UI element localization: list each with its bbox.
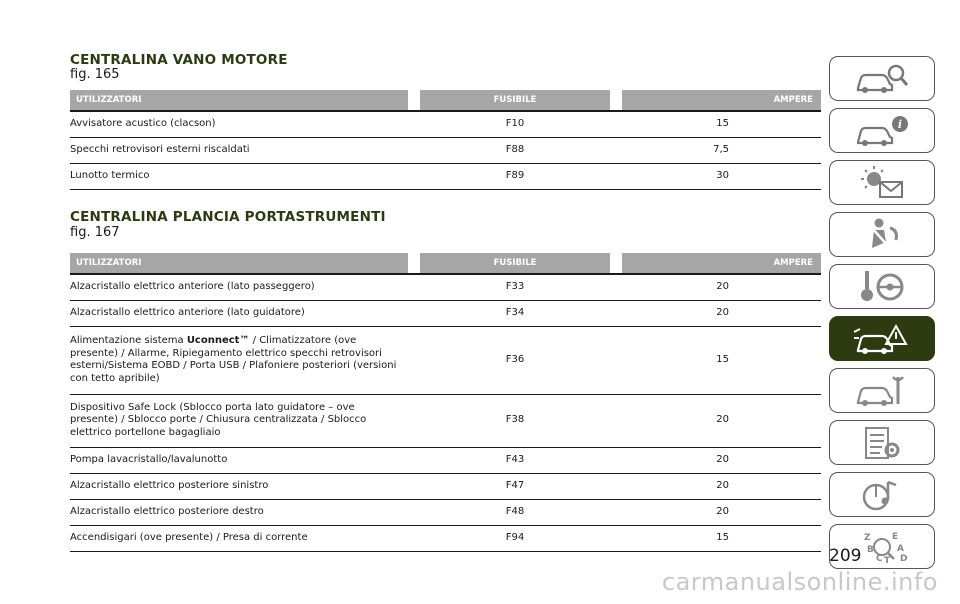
cell-fuse: F94 — [420, 525, 610, 551]
cell-ampere: 20 — [622, 394, 821, 447]
cell-user-text: Alimentazione sistema — [70, 335, 187, 346]
page-number: 209 — [829, 546, 862, 566]
table-header-row — [70, 90, 821, 111]
table-row — [70, 394, 821, 447]
tab-warning-lights[interactable] — [829, 160, 935, 205]
cell-user: Avvisatore acustico (clacson) — [70, 111, 408, 137]
column-header-fuse: FUSIBILE — [420, 253, 610, 274]
warning-lights-message-icon — [852, 164, 912, 202]
tab-safety[interactable] — [829, 212, 935, 257]
cell-user: Alzacristallo elettrico anteriore (lato guidatore) — [70, 300, 408, 326]
cell-fuse: F89 — [420, 163, 610, 189]
cell-fuse: F10 — [420, 111, 610, 137]
column-header-users: UTILIZZATORI — [70, 90, 408, 111]
cell-user: Dispositivo Safe Lock (Sblocco porta lato guidatore – ove presente) / Sblocco porte / Chiusura centralizzata / Sblocco elettrico portellone bagagliaio — [70, 394, 408, 447]
cell-user: Lunotto termico — [70, 163, 408, 189]
table-row — [70, 137, 821, 163]
cell-fuse: F33 — [420, 274, 610, 300]
figure-reference: fig. 167 — [70, 225, 120, 240]
dashboard-fuse-table — [70, 253, 821, 552]
svg-text:i: i — [897, 117, 903, 131]
cell-ampere: 30 — [622, 163, 821, 189]
specs-list-gear-icon — [852, 424, 912, 462]
section-title-dashboard-fusebox: CENTRALINA PLANCIA PORTASTRUMENTI — [70, 209, 386, 225]
column-header-ampere: AMPERE — [622, 90, 821, 111]
cell-user: Specchi retrovisori esterni riscaldati — [70, 137, 408, 163]
table-row — [70, 499, 821, 525]
index-letter: A — [897, 543, 904, 554]
index-letter: E — [892, 531, 899, 542]
key-steering-wheel-icon — [852, 268, 912, 306]
table-row — [70, 326, 821, 394]
cell-ampere: 15 — [622, 525, 821, 551]
seatbelt-airbag-icon — [852, 216, 912, 254]
car-tools-icon — [852, 372, 912, 410]
cell-ampere: 15 — [622, 111, 821, 137]
multimedia-music-icon — [852, 476, 912, 514]
cell-fuse: F88 — [420, 137, 610, 163]
car-info-icon — [852, 112, 912, 150]
cell-ampere: 15 — [622, 326, 821, 394]
cell-user-brand: Uconnect™ — [186, 335, 250, 346]
index-letter: C — [876, 553, 883, 564]
cell-fuse: F34 — [420, 300, 610, 326]
cell-user: Alzacristallo elettrico posteriore sinistro — [70, 473, 408, 499]
cell-user: Pompa lavacristallo/lavalunotto — [70, 447, 408, 473]
tab-getting-to-know-car[interactable] — [829, 56, 935, 101]
cell-user: Accendisigari (ove presente) / Presa di corrente — [70, 525, 408, 551]
cell-fuse: F38 — [420, 394, 610, 447]
cell-fuse: F43 — [420, 447, 610, 473]
table-row — [70, 300, 821, 326]
cell-fuse: F47 — [420, 473, 610, 499]
column-header-users: UTILIZZATORI — [70, 253, 408, 274]
index-letter: Z — [864, 532, 871, 543]
tab-multimedia[interactable] — [829, 472, 935, 517]
table-header-row — [70, 253, 821, 274]
table-row — [70, 473, 821, 499]
tab-in-an-emergency[interactable] — [829, 316, 935, 361]
tab-starting-and-driving[interactable] — [829, 264, 935, 309]
figure-reference: fig. 165 — [70, 67, 120, 82]
cell-user: Alzacristallo elettrico anteriore (lato passeggero) — [70, 274, 408, 300]
cell-ampere: 20 — [622, 300, 821, 326]
car-search-icon — [852, 60, 912, 98]
column-header-fuse: FUSIBILE — [420, 90, 610, 111]
tab-technical-specifications[interactable] — [829, 420, 935, 465]
car-emergency-icon — [852, 320, 912, 358]
cell-user: Alzacristallo elettrico posteriore destro — [70, 499, 408, 525]
section-title-engine-fusebox: CENTRALINA VANO MOTORE — [70, 52, 288, 68]
cell-user-text: / Climatizzatore (ove presente) / Allarme, Ripiegamento elettrico specchi retrovisori esterni/Sistema EOBD / Porta USB / Plafoniere posteriori (versioni con tetto apribile) — [70, 335, 397, 384]
watermark: carmanualsonline.info — [661, 568, 938, 596]
engine-fuse-table — [70, 90, 821, 190]
table-row — [70, 274, 821, 300]
table-row — [70, 163, 821, 189]
cell-ampere: 20 — [622, 473, 821, 499]
table-row — [70, 525, 821, 551]
tab-knowing-instrument-panel[interactable] — [829, 108, 935, 153]
cell-fuse: F36 — [420, 326, 610, 394]
cell-fuse: F48 — [420, 499, 610, 525]
index-letter: B — [867, 544, 874, 555]
table-row — [70, 111, 821, 137]
cell-ampere: 20 — [622, 499, 821, 525]
tab-servicing-and-care[interactable] — [829, 368, 935, 413]
cell-ampere: 20 — [622, 447, 821, 473]
cell-user — [70, 326, 408, 394]
column-header-ampere: AMPERE — [622, 253, 821, 274]
index-letter: D — [900, 553, 908, 564]
cell-ampere: 7,5 — [622, 137, 821, 163]
table-row — [70, 447, 821, 473]
index-letter: T — [884, 555, 891, 566]
cell-ampere: 20 — [622, 274, 821, 300]
